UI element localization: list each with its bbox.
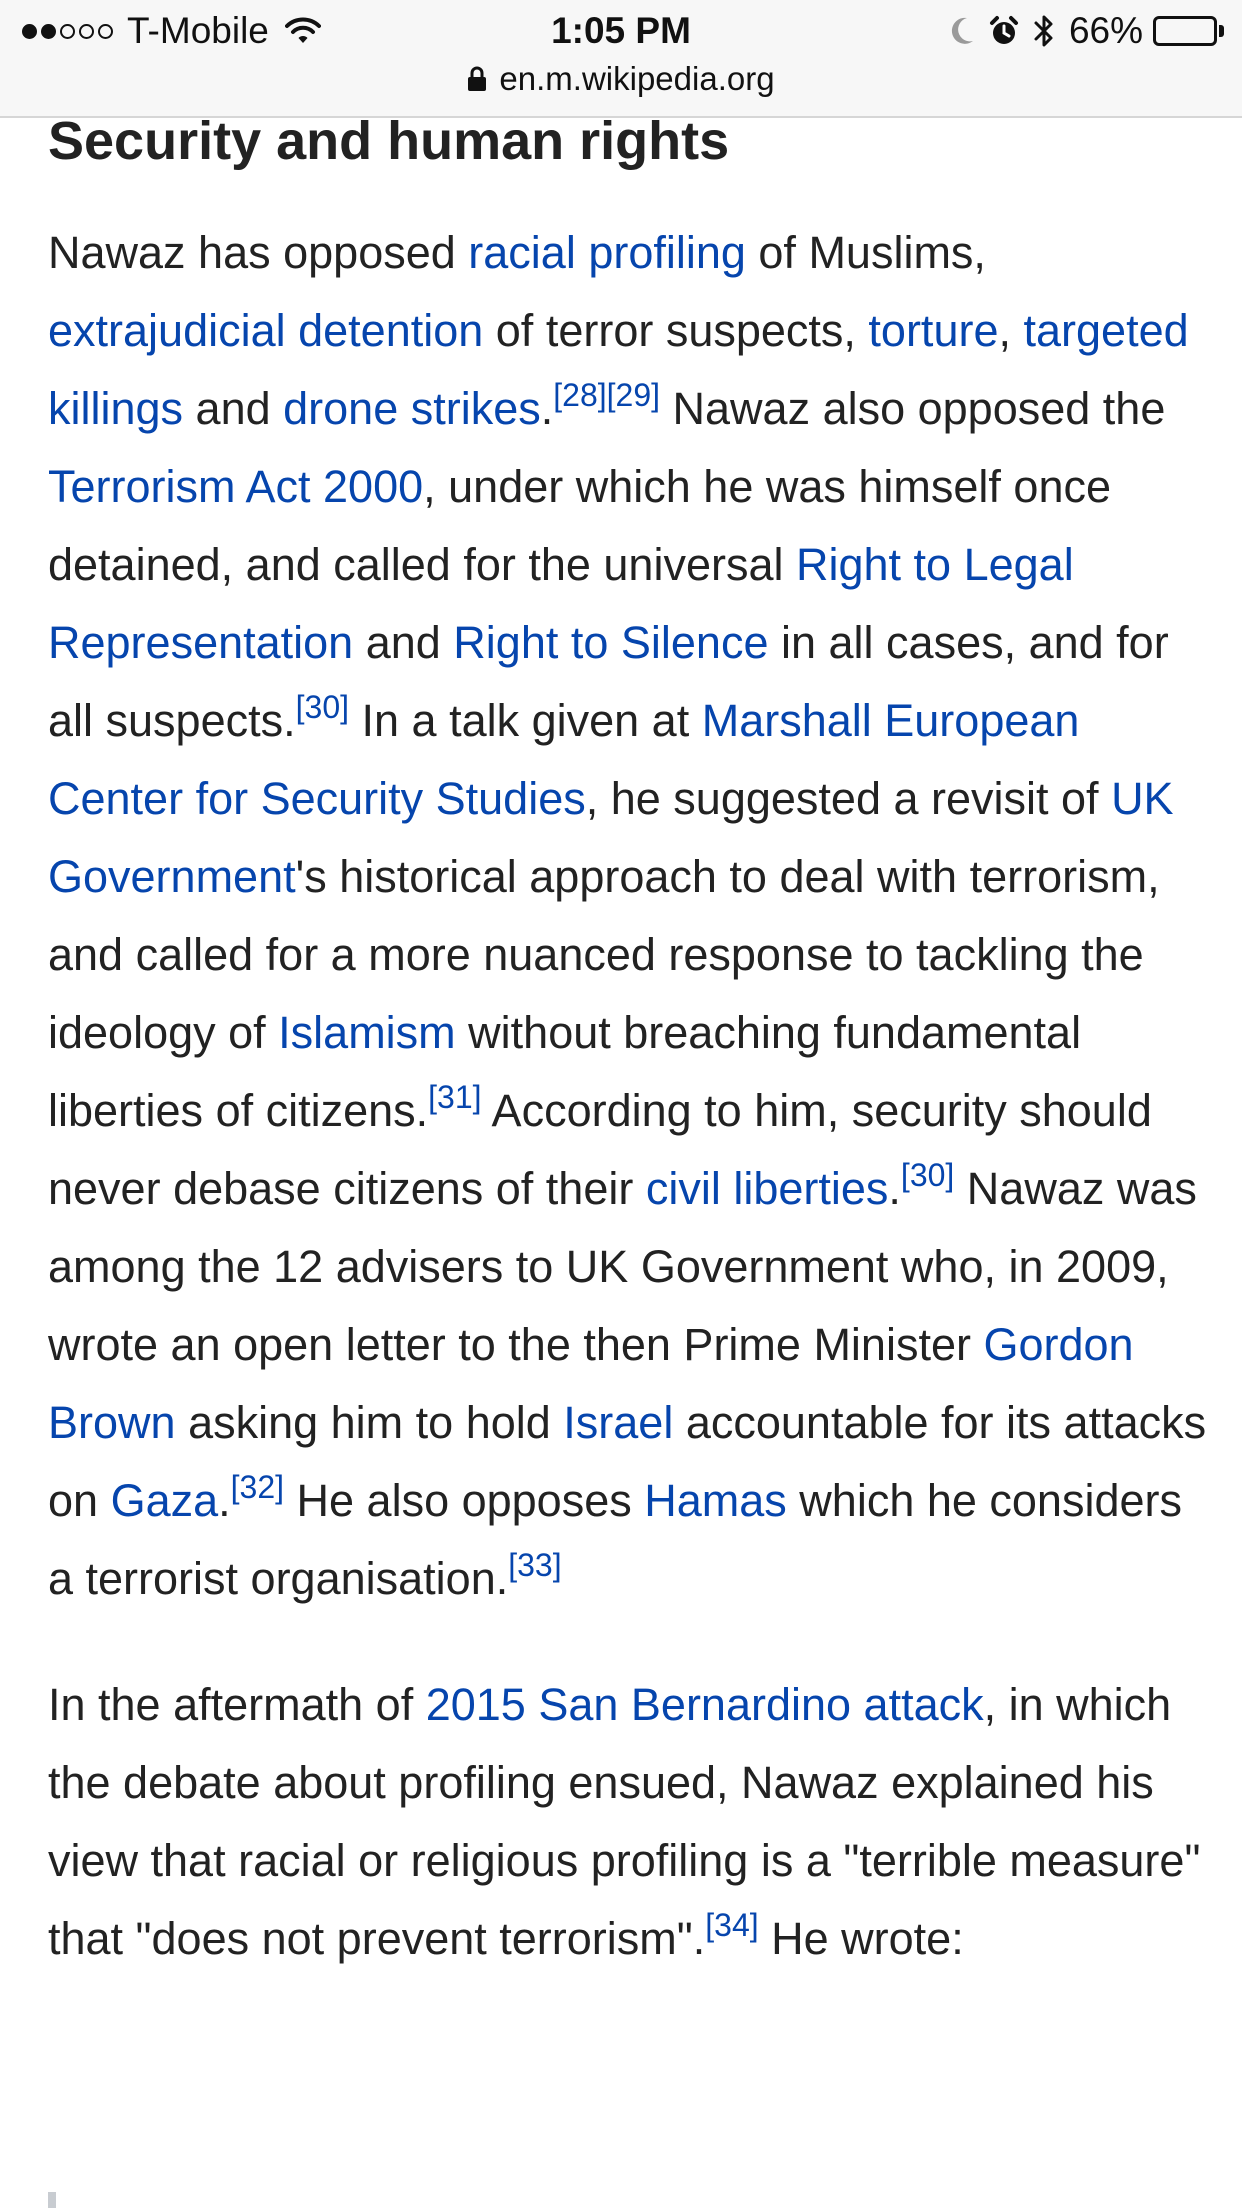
link-extrajudicial-detention[interactable]: extrajudicial detention <box>48 305 484 356</box>
link-san-bernardino-attack[interactable]: 2015 San Bernardino attack <box>425 1679 984 1730</box>
blockquote-border <box>48 2192 56 2208</box>
paragraph-text: In a talk given at <box>349 695 702 746</box>
citation-30[interactable]: [30] <box>900 1157 955 1193</box>
paragraph-text: and <box>353 617 454 668</box>
link-targeted-killings[interactable]: targeted killings <box>48 305 1189 434</box>
citation-29[interactable]: [29] <box>606 377 661 413</box>
paragraph-text: Nawaz has opposed <box>48 227 469 278</box>
battery-icon <box>1153 16 1224 46</box>
paragraph-text: According to him, security should never debase citizens of their <box>48 1085 1152 1214</box>
citation-28[interactable]: [28] <box>553 377 607 413</box>
link-drone-strikes[interactable]: drone strikes <box>283 383 541 434</box>
paragraph-text: and <box>183 383 284 434</box>
page-url: en.m.wikipedia.org <box>499 60 775 97</box>
paragraph-text: Nawaz was among the 12 advisers to UK Government who, in 2009, wrote an open letter to the then Prime Minister <box>48 1163 1197 1370</box>
link-uk-government[interactable]: UK Government <box>48 773 1174 902</box>
link-islamism[interactable]: Islamism <box>278 1007 456 1058</box>
battery-percent: 66% <box>1068 10 1143 51</box>
link-right-to-silence[interactable]: Right to Silence <box>453 617 769 668</box>
link-gaza[interactable]: Gaza <box>110 1475 219 1526</box>
paragraph-text: , under which he was himself once detained, and called for the universal <box>48 461 1111 590</box>
citation-33[interactable]: [33] <box>508 1547 562 1583</box>
paragraph-text: He wrote: <box>758 1913 964 1964</box>
alarm-icon <box>989 15 1019 47</box>
paragraph-text: , <box>998 305 1024 356</box>
paragraph-text: asking him to hold <box>175 1397 564 1448</box>
paragraph-text: . <box>218 1475 231 1526</box>
link-israel[interactable]: Israel <box>563 1397 674 1448</box>
link-marshall-center[interactable]: Marshall European Center for Security Studies <box>48 695 1080 824</box>
link-civil-liberties[interactable]: civil liberties <box>645 1163 889 1214</box>
link-torture[interactable]: torture <box>868 305 999 356</box>
citation-31[interactable]: [31] <box>428 1079 482 1115</box>
paragraph-text: Nawaz also opposed the <box>660 383 1166 434</box>
lock-icon <box>467 62 487 100</box>
link-right-to-legal-representation[interactable]: Right to Legal Representation <box>48 539 1074 668</box>
link-gordon-brown[interactable]: Gordon Brown <box>48 1319 1134 1448</box>
citation-34[interactable]: [34] <box>705 1907 759 1943</box>
paragraph-text: He also opposes <box>284 1475 645 1526</box>
paragraph-text: in all cases, and for all suspects. <box>48 617 1169 746</box>
paragraph-profiling <box>48 1666 1208 1978</box>
section-heading: Security and human rights <box>48 111 730 171</box>
clock-time: 1:05 PM <box>551 10 691 51</box>
citation-30[interactable]: [30] <box>295 689 349 725</box>
paragraph-text: of Muslims, <box>745 227 986 278</box>
link-hamas[interactable]: Hamas <box>644 1475 787 1526</box>
paragraph-text: In the aftermath of <box>48 1679 426 1730</box>
paragraph-text: , in which the debate about profiling ensued, Nawaz explained his view that racial or religious profiling is a "terrible measure" that "does not prevent terrorism". <box>48 1679 1201 1964</box>
address-bar[interactable] <box>0 60 1242 100</box>
moon-icon <box>949 16 975 46</box>
link-terrorism-act-2000[interactable]: Terrorism Act 2000 <box>48 461 424 512</box>
paragraph-text: , he suggested a revisit of <box>585 773 1112 824</box>
bluetooth-icon <box>1033 14 1055 48</box>
paragraph-text: 's historical approach to deal with terrorism, and called for a more nuanced response to tackling the ideology of <box>48 851 1160 1058</box>
paragraph-security <box>48 214 1208 1618</box>
paragraph-text: without breaching fundamental liberties of citizens. <box>48 1007 1082 1136</box>
status-bar <box>0 0 1242 118</box>
article-content <box>48 108 1208 1978</box>
paragraph-text: which he considers a terrorist organisation. <box>48 1475 1182 1604</box>
link-racial-profiling[interactable]: racial profiling <box>468 227 746 278</box>
status-icons-group <box>949 10 1224 52</box>
citation-32[interactable]: [32] <box>230 1469 285 1505</box>
paragraph-text: . <box>888 1163 901 1214</box>
paragraph-text: accountable for its attacks on <box>48 1397 1207 1526</box>
paragraph-text: of terror suspects, <box>483 305 869 356</box>
paragraph-text: . <box>540 383 554 434</box>
carrier-name: T-Mobile <box>127 10 269 51</box>
